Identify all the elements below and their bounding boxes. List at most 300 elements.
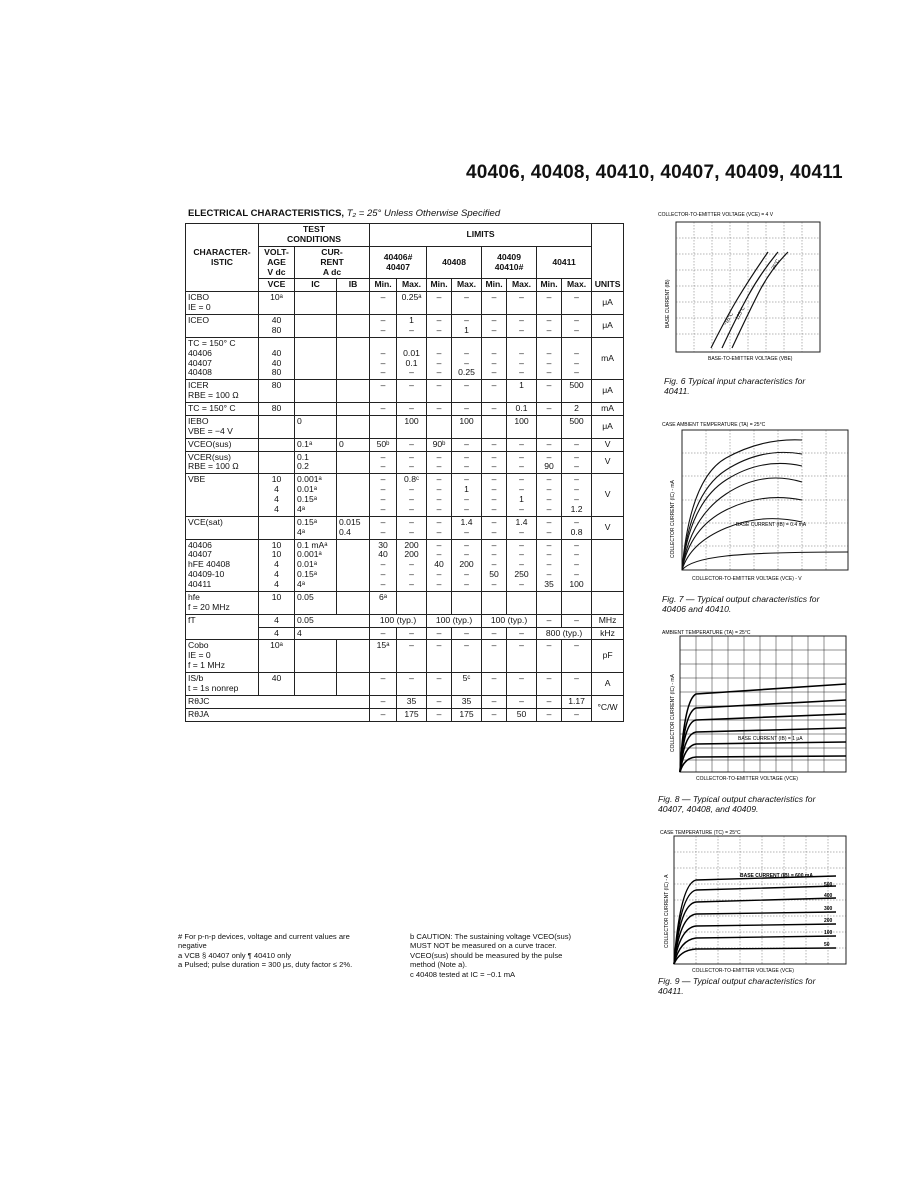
cell-limit: –	[452, 627, 482, 640]
figure-9-curve-label: 500	[824, 882, 833, 888]
figure-7-inner-label: BASE CURRENT (IB) = 0.4 mA	[736, 522, 807, 528]
cell-limit: – – – –	[427, 474, 452, 517]
cell-units: kHz	[592, 627, 624, 640]
cell-units	[592, 591, 624, 614]
cell-ic: 4	[295, 627, 370, 640]
figure-6-caption: Fig. 6 Typical input characteristics for 40411.	[664, 376, 806, 397]
cell-limit: – –	[452, 451, 482, 474]
cell-limit: – –	[397, 451, 427, 474]
cell-limit: –	[482, 673, 507, 696]
header-max-3: Max.	[507, 279, 537, 292]
cell-limit: –	[397, 627, 427, 640]
header-vce: VCE	[259, 279, 295, 292]
cell-characteristic: ICEO	[186, 315, 259, 338]
figure-8-top-label: AMBIENT TEMPERATURE (TA) = 25°C	[662, 630, 751, 636]
cell-limit: –	[507, 673, 537, 696]
cell-units: V	[592, 474, 624, 517]
cell-ib	[337, 451, 370, 474]
cell-limit: 0.25ᵃ	[397, 292, 427, 315]
cell-limit: – –	[507, 315, 537, 338]
cell-limit: 1.17	[562, 695, 592, 708]
cell-units: °C/W	[592, 695, 624, 721]
cell-limit: –	[427, 708, 452, 721]
cell-vce: 10 4 4 4	[259, 474, 295, 517]
cell-characteristic: VCEO(sus)	[186, 438, 259, 451]
cell-limit: – –	[370, 516, 397, 539]
cell-limit: – – – 50 –	[482, 539, 507, 591]
cell-ic: 0.1 mAᵃ 0.001ᵃ 0.01ᵃ 0.15ᵃ 4ᵃ	[295, 539, 337, 591]
table-body	[186, 292, 624, 614]
cell-limit: 0.8ᶜ – – –	[397, 474, 427, 517]
table-row	[186, 403, 624, 416]
cell-characteristic: TC = 150° C	[186, 403, 259, 416]
table-row	[186, 292, 624, 315]
cell-ic: 0.001ᵃ 0.01ᵃ 0.15ᵃ 4ᵃ	[295, 474, 337, 517]
cell-ic	[295, 337, 337, 380]
cell-limit: – – – – 35	[537, 539, 562, 591]
cell-limit: –	[537, 403, 562, 416]
page-title: 40406, 40408, 40410, 40407, 40409, 40411	[466, 162, 843, 183]
cell-limit: – – – –	[537, 474, 562, 517]
cell-characteristic: VCER(sus) RBE = 100 Ω	[186, 451, 259, 474]
cell-limit: –	[537, 292, 562, 315]
cell-limit: – – 40 – –	[427, 539, 452, 591]
cell-characteristic: hfe f = 20 MHz	[186, 591, 259, 614]
header-min-3: Min.	[482, 279, 507, 292]
cell-limit: – –	[370, 315, 397, 338]
cell-limit: – – – – 100	[562, 539, 592, 591]
cell-characteristic: ICBO IE = 0	[186, 292, 259, 315]
cell-limit: –	[370, 673, 397, 696]
cell-limit: 5ᶜ	[452, 673, 482, 696]
cell-units: mA	[592, 337, 624, 380]
cell-limit: –	[482, 627, 507, 640]
cell-limit: –	[427, 403, 452, 416]
figure-6-curve-label: 125°C	[734, 305, 747, 321]
cell-limit: –	[427, 292, 452, 315]
cell-limit: 100	[452, 415, 482, 438]
cell-ib	[337, 337, 370, 380]
figure-8-y-label: COLLECTOR CURRENT (IC) - mA	[670, 674, 676, 752]
cell-units: μA	[592, 315, 624, 338]
cell-ib: 0	[337, 438, 370, 451]
cell-ic: 0.05	[295, 591, 337, 614]
cell-limit: –	[562, 438, 592, 451]
cell-limit: –	[482, 695, 507, 708]
cell-limit: 2	[562, 403, 592, 416]
cell-limit: –	[507, 695, 537, 708]
cell-limit: – –	[482, 315, 507, 338]
cell-limit: –	[507, 292, 537, 315]
cell-characteristic: fT	[186, 614, 259, 640]
table-row	[186, 695, 624, 708]
cell-units: V	[592, 516, 624, 539]
table-row	[186, 614, 624, 627]
table-caption	[188, 208, 500, 219]
cell-ib	[337, 315, 370, 338]
cell-characteristic: IS/b t = 1s nonrep	[186, 673, 259, 696]
figure-9-x-label: COLLECTOR-TO-EMITTER VOLTAGE (VCE)	[692, 968, 794, 974]
cell-ic: 0.05	[295, 614, 370, 627]
cell-ib	[337, 403, 370, 416]
cell-units: V	[592, 438, 624, 451]
cell-limit: 500	[562, 415, 592, 438]
cell-limit: – –	[397, 516, 427, 539]
cell-limit	[562, 591, 592, 614]
cell-characteristic: Cobo IE = 0 f = 1 MHz	[186, 640, 259, 673]
cell-ic	[295, 673, 337, 696]
cell-limit: – 1 – –	[452, 474, 482, 517]
cell-limit	[397, 591, 427, 614]
table-row	[186, 708, 624, 721]
figure-9-curve-label: 200	[824, 918, 833, 924]
header-min-2: Min.	[427, 279, 452, 292]
cell-limit: –	[482, 380, 507, 403]
cell-limit: 50	[507, 708, 537, 721]
cell-limit: 0.1	[507, 403, 537, 416]
figure-8	[656, 626, 852, 815]
cell-limit: –	[507, 640, 537, 673]
cell-limit: –	[370, 708, 397, 721]
cell-limit	[427, 415, 452, 438]
cell-limit: –	[507, 627, 537, 640]
header-min-1: Min.	[370, 279, 397, 292]
cell-limit: –	[537, 673, 562, 696]
cell-limit: –	[397, 438, 427, 451]
cell-limit-g3: 100 (typ.)	[482, 614, 537, 627]
header-group-40406-40407: 40406# 40407	[370, 246, 427, 279]
cell-limit: 35	[452, 695, 482, 708]
cell-characteristic: VCE(sat)	[186, 516, 259, 539]
cell-limit: – – 1 –	[507, 474, 537, 517]
cell-limit: –	[537, 380, 562, 403]
cell-limit: –	[427, 673, 452, 696]
cell-limit: 100	[507, 415, 537, 438]
cell-vce: 4	[259, 614, 295, 627]
figure-8-caption: Fig. 8 — Typical output characteristics for 40407, 40408, and 40409.	[658, 794, 816, 815]
cell-limit: –	[507, 438, 537, 451]
cell-limit	[427, 591, 452, 614]
cell-ic	[295, 292, 337, 315]
cell-limit: –	[452, 438, 482, 451]
cell-limit: –	[482, 438, 507, 451]
figure-6-curve-label: −55°C	[722, 311, 735, 327]
cell-limit: – –	[537, 516, 562, 539]
cell-limit: – – – –	[482, 474, 507, 517]
cell-ic: 0.1 0.2	[295, 451, 337, 474]
figure-6-curve-label: 25°C	[770, 258, 782, 271]
cell-units: A	[592, 673, 624, 696]
cell-limit-g1: 100 (typ.)	[370, 614, 427, 627]
cell-limit: – – –	[507, 337, 537, 380]
cell-vce: 80	[259, 380, 295, 403]
figure-6	[656, 208, 828, 397]
cell-limit: – – –	[370, 337, 397, 380]
table-row	[186, 415, 624, 438]
header-limits: LIMITS	[370, 224, 592, 247]
header-max-4: Max.	[562, 279, 592, 292]
cell-limit: – – –	[427, 337, 452, 380]
cell-characteristic: RθJC	[186, 695, 370, 708]
cell-vce: 40 40 80	[259, 337, 295, 380]
cell-limit: 1.4 –	[452, 516, 482, 539]
cell-vce: 10ᵃ	[259, 640, 295, 673]
figure-7-graph	[656, 418, 852, 590]
header-group-40411: 40411	[537, 246, 592, 279]
cell-limit: 1 –	[397, 315, 427, 338]
figure-9	[656, 826, 852, 997]
cell-units: mA	[592, 403, 624, 416]
header-max-2: Max.	[452, 279, 482, 292]
cell-limit: –	[452, 380, 482, 403]
cell-vce: 40 80	[259, 315, 295, 338]
table-row	[186, 516, 624, 539]
cell-limit: –	[397, 380, 427, 403]
figure-6-top-label: COLLECTOR-TO-EMITTER VOLTAGE (VCE) = 4 V	[658, 212, 774, 218]
cell-units: MHz	[592, 614, 624, 627]
cell-limit: – –	[370, 451, 397, 474]
cell-ib	[337, 673, 370, 696]
cell-units: μA	[592, 415, 624, 438]
table-row	[186, 438, 624, 451]
figure-9-y-label: COLLECTOR CURRENT (IC) - A	[664, 874, 670, 948]
cell-limit: – –	[562, 315, 592, 338]
cell-limit: 6ᵃ	[370, 591, 397, 614]
cell-ib	[337, 539, 370, 591]
cell-limit: –	[537, 695, 562, 708]
figure-7-y-label: COLLECTOR CURRENT (IC) - mA	[670, 480, 676, 558]
cell-vce	[259, 438, 295, 451]
header-voltage: VOLT- AGE V dc	[259, 246, 295, 279]
cell-characteristic: ICER RBE = 100 Ω	[186, 380, 259, 403]
cell-ic: 0.15ᵃ 4ᵃ	[295, 516, 337, 539]
cell-units: μA	[592, 292, 624, 315]
cell-limit: – –	[482, 516, 507, 539]
cell-limit	[370, 415, 397, 438]
header-ib: IB	[337, 279, 370, 292]
cell-limit: – – –	[562, 337, 592, 380]
cell-limit: –	[562, 708, 592, 721]
table-body-thermal	[186, 695, 624, 721]
cell-limit: –	[537, 438, 562, 451]
cell-units	[592, 539, 624, 591]
header-min-4: Min.	[537, 279, 562, 292]
cell-ic	[295, 403, 337, 416]
table-body-ft	[186, 614, 624, 640]
cell-limit: – – – 1.2	[562, 474, 592, 517]
cell-limit: –	[427, 627, 452, 640]
footnotes-right: b CAUTION: The sustaining voltage VCEO(sus) MUST NOT be measured on a curve tracer. VCEO(sus) should be measured by the pulse method (Note a). c 40408 tested at IC = −0.1 mA	[410, 932, 572, 979]
cell-limit: – – –	[482, 337, 507, 380]
figure-8-graph	[656, 626, 852, 786]
cell-limit: 15ᵃ	[370, 640, 397, 673]
header-max-1: Max.	[397, 279, 427, 292]
electrical-characteristics-table	[185, 223, 624, 722]
figure-6-graph	[656, 208, 828, 368]
table-row	[186, 591, 624, 614]
cell-ib	[337, 591, 370, 614]
cell-ib	[337, 380, 370, 403]
cell-vce	[259, 516, 295, 539]
cell-limit: – 1	[452, 315, 482, 338]
table-caption-main: ELECTRICAL CHARACTERISTICS,	[188, 208, 345, 219]
header-units: UNITS	[592, 224, 624, 292]
cell-vce: 4	[259, 627, 295, 640]
cell-ib	[337, 474, 370, 517]
cell-limit: –	[482, 292, 507, 315]
cell-limit: – – –	[537, 337, 562, 380]
header-group-40408: 40408	[427, 246, 482, 279]
cell-limit: – 90	[537, 451, 562, 474]
cell-limit: –	[452, 640, 482, 673]
cell-characteristic: 40406 40407 hFE 40408 40409-10 40411	[186, 539, 259, 591]
cell-limit: – –	[507, 451, 537, 474]
cell-characteristic: IEBO VBE = −4 V	[186, 415, 259, 438]
cell-limit: –	[562, 292, 592, 315]
figure-9-curve-label: 50	[824, 942, 830, 948]
cell-limit: –	[427, 380, 452, 403]
cell-limit: –	[562, 640, 592, 673]
table-row	[186, 315, 624, 338]
footnotes-left: # For p-n-p devices, voltage and current values are negative a VCB § 40407 only ¶ 40410 only a Pulsed; pulse duration = 300 μs, duty factor ≤ 2%.	[178, 932, 353, 970]
cell-limit: 0.01 0.1 –	[397, 337, 427, 380]
header-ic: IC	[295, 279, 337, 292]
cell-limit: 35	[397, 695, 427, 708]
cell-limit: 175	[452, 708, 482, 721]
cell-limit: – –	[537, 315, 562, 338]
figure-8-x-label: COLLECTOR-TO-EMITTER VOLTAGE (VCE)	[696, 776, 798, 782]
cell-limit: – –	[427, 451, 452, 474]
figure-6-x-label: BASE-TO-EMITTER VOLTAGE (VBE)	[708, 356, 793, 362]
cell-limit: 100	[397, 415, 427, 438]
header-group-40409-40410: 40409 40410#	[482, 246, 537, 279]
figure-7	[656, 418, 852, 615]
cell-vce: 10	[259, 591, 295, 614]
table-row	[186, 640, 624, 673]
cell-limit	[482, 591, 507, 614]
cell-limit: – –	[482, 451, 507, 474]
table-row	[186, 673, 624, 696]
cell-limit: – 0.8	[562, 516, 592, 539]
cell-limit: – –	[427, 315, 452, 338]
cell-limit: –	[370, 403, 397, 416]
cell-limit	[537, 591, 562, 614]
figure-7-x-label: COLLECTOR-TO-EMITTER VOLTAGE (VCE) - V	[692, 576, 802, 582]
table-row	[186, 380, 624, 403]
table-row	[186, 539, 624, 591]
figure-8-inner-label: BASE CURRENT (IB) = 1 μA	[738, 736, 803, 742]
cell-limit: –	[370, 292, 397, 315]
cell-limit-g2: 100 (typ.)	[427, 614, 482, 627]
figure-7-caption: Fig. 7 — Typical output characteristics for 40406 and 40410.	[662, 594, 820, 615]
cell-limit-g4: 800 (typ.)	[537, 627, 592, 640]
table-caption-condition: T₂ = 25° Unless Otherwise Specified	[346, 208, 501, 219]
cell-units: μA	[592, 380, 624, 403]
cell-characteristic: RθJA	[186, 708, 370, 721]
cell-characteristic: VBE	[186, 474, 259, 517]
cell-vce: 80	[259, 403, 295, 416]
cell-ib	[337, 292, 370, 315]
header-test-conditions: TEST CONDITIONS	[259, 224, 370, 247]
cell-limit: –	[452, 292, 482, 315]
cell-limit: 50ᵇ	[370, 438, 397, 451]
cell-limit	[452, 591, 482, 614]
figure-9-top-label: CASE TEMPERATURE (TC) = 25°C	[660, 830, 741, 836]
cell-limit: 1.4 –	[507, 516, 537, 539]
header-characteristic: CHARACTER- ISTIC	[186, 224, 259, 292]
figure-9-curve-label: 100	[824, 930, 833, 936]
cell-limit: –	[482, 708, 507, 721]
cell-limit	[482, 415, 507, 438]
cell-limit: – – – –	[370, 474, 397, 517]
cell-limit: –	[397, 640, 427, 673]
cell-vce: 10 10 4 4 4	[259, 539, 295, 591]
table-row	[186, 474, 624, 517]
figure-9-curve-label: 300	[824, 906, 833, 912]
cell-limit	[507, 591, 537, 614]
table-body-2	[186, 640, 624, 695]
cell-limit: 1	[507, 380, 537, 403]
cell-vce	[259, 451, 295, 474]
cell-limit: –	[427, 695, 452, 708]
cell-ic: 0	[295, 415, 337, 438]
cell-limit: – – – 250 –	[507, 539, 537, 591]
cell-limit	[537, 415, 562, 438]
cell-ib: 0.015 0.4	[337, 516, 370, 539]
cell-characteristic: TC = 150° C 40406 40407 40408	[186, 337, 259, 380]
header-current: CUR- RENT A dc	[295, 246, 370, 279]
cell-limit: 90ᵇ	[427, 438, 452, 451]
cell-ic	[295, 640, 337, 673]
cell-limit: –	[452, 403, 482, 416]
cell-units: pF	[592, 640, 624, 673]
cell-limit: 30 40 – – –	[370, 539, 397, 591]
cell-limit: – – 200 – –	[452, 539, 482, 591]
figure-9-curve-label: 400	[824, 893, 833, 899]
figure-6-y-label: BASE CURRENT (IB)	[665, 279, 671, 328]
cell-limit: 175	[397, 708, 427, 721]
cell-ic: 0.1ᵃ	[295, 438, 337, 451]
cell-ib	[337, 640, 370, 673]
cell-limit-g4-max: –	[562, 614, 592, 627]
cell-ic	[295, 380, 337, 403]
cell-limit: –	[537, 640, 562, 673]
cell-limit: – –	[427, 516, 452, 539]
cell-limit: –	[537, 708, 562, 721]
figure-9-graph	[656, 826, 852, 974]
cell-limit: –	[562, 673, 592, 696]
figure-9-caption: Fig. 9 — Typical output characteristics for 40411.	[658, 976, 816, 997]
cell-limit: –	[370, 627, 397, 640]
cell-ib	[337, 415, 370, 438]
table-row	[186, 451, 624, 474]
cell-limit: –	[427, 640, 452, 673]
cell-vce: 10ᵃ	[259, 292, 295, 315]
cell-limit-g4-min: –	[537, 614, 562, 627]
cell-limit: 500	[562, 380, 592, 403]
cell-limit: –	[482, 403, 507, 416]
cell-limit: –	[370, 380, 397, 403]
cell-limit: –	[397, 673, 427, 696]
table-row	[186, 337, 624, 380]
cell-limit: –	[397, 403, 427, 416]
cell-ic	[295, 315, 337, 338]
cell-vce	[259, 415, 295, 438]
figure-9-inner-label: BASE CURRENT (IB) = 600 mA	[740, 873, 813, 879]
cell-limit: – –	[562, 451, 592, 474]
cell-limit: – – 0.25	[452, 337, 482, 380]
figure-7-top-label: CASE AMBIENT TEMPERATURE (TA) = 25°C	[662, 422, 766, 428]
